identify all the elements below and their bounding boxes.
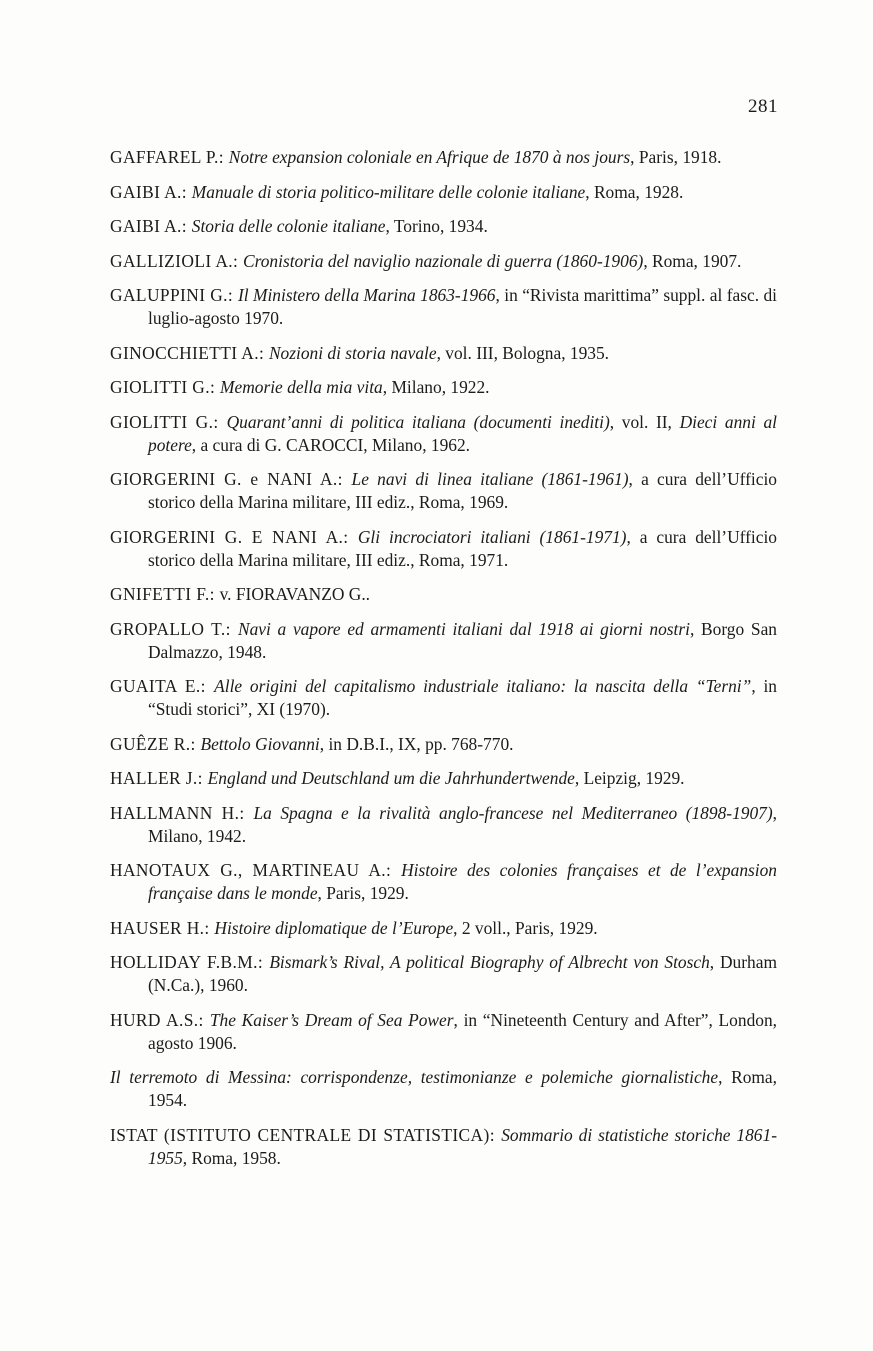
entry-title: Nozioni di storia navale	[268, 342, 437, 363]
entry-author: HANOTAUX G., MARTINEAU A.:	[110, 860, 402, 880]
entry-details: , 2 voll., Paris, 1929.	[453, 917, 598, 938]
entry-author: GIORGERINI G. e NANI A.:	[110, 469, 352, 489]
bibliography-entry	[110, 951, 777, 997]
entry-title: Notre expansion coloniale en Afrique de 1870 à nos jours	[228, 147, 631, 167]
bibliography-entry	[110, 376, 777, 399]
entry-details: , Roma, 1907.	[643, 250, 742, 271]
entry-title: Il terremoto di Messina: corrispondenze, testimonianze e polemiche giornalistiche	[110, 1067, 719, 1087]
entry-title: England und Deutschland um die Jahrhundertwende	[207, 768, 575, 788]
entry-details: , Roma, 1954.	[148, 1067, 778, 1110]
entry-details: , Borgo San Dalmazzo, 1948.	[148, 618, 777, 662]
entry-author: GUAITA E.:	[110, 676, 215, 696]
entry-details: , in D.B.I., IX, pp. 768-770.	[319, 733, 514, 754]
entry-details: , Roma, 1958.	[182, 1147, 281, 1168]
entry-author: GINOCCHIETTI A.:	[110, 342, 269, 363]
bibliography-entry	[110, 733, 777, 756]
entry-details: , a cura dell’Ufficio storico della Marina militare, III ediz., Roma, 1969.	[148, 469, 778, 512]
bibliography-entry	[110, 917, 777, 940]
entry-details: , Durham (N.Ca.), 1960.	[148, 952, 777, 995]
bibliography-entry	[110, 802, 777, 848]
entry-title: Navi a vapore ed armamenti italiani dal 1918 ai giorni nostri	[237, 618, 690, 639]
entry-author: GROPALLO T.:	[110, 618, 238, 639]
entry-details: , Paris, 1918.	[630, 147, 722, 167]
entry-title: Bettolo Giovanni	[200, 733, 320, 754]
bibliography-entry	[110, 583, 777, 606]
entry-author: GUÊZE R.:	[110, 733, 201, 754]
entry-title: Gli incrociatori italiani (1861-1971)	[357, 526, 627, 547]
page-number: 281	[748, 96, 778, 117]
entry-title: Quarant’anni di politica italiana (documenti inediti)	[226, 411, 610, 432]
bibliography-entry	[110, 250, 777, 273]
entry-details: , vol. II,	[609, 411, 680, 432]
entry-author: GIORGERINI G. E NANI A.:	[110, 526, 358, 547]
bibliography-entry	[110, 618, 777, 664]
entry-details: , in “Rivista marittima” suppl. al fasc. di luglio-agosto 1970.	[148, 285, 778, 328]
entry-author: HAUSER H.:	[110, 917, 215, 938]
entry-author: GAIBI A.:	[110, 216, 192, 236]
entry-author: GALLIZIOLI A.:	[110, 250, 244, 271]
entry-details: , Leipzig, 1929.	[574, 768, 685, 788]
entry-author: HALLER J.:	[110, 768, 208, 788]
bibliography-entry	[110, 284, 777, 330]
entry-author: HURD A.S.:	[110, 1009, 210, 1030]
bibliography-entry	[110, 146, 777, 169]
entry-title: Alle origini del capitalismo industriale italiano: la nascita della “Terni”	[214, 676, 752, 696]
bibliography-entry	[110, 1124, 777, 1170]
entry-title: The Kaiser’s Dream of Sea Power	[209, 1009, 454, 1030]
bibliography-entry	[110, 526, 777, 572]
entry-author: HALLMANN H.:	[110, 802, 254, 823]
bibliography-entry	[110, 342, 777, 365]
entry-author: HOLLIDAY F.B.M.:	[110, 952, 270, 972]
entry-title: Il Ministero della Marina 1863-1966	[237, 285, 496, 305]
entry-details: , Torino, 1934.	[385, 216, 488, 236]
entry-details: , a cura di G. CAROCCI, Milano, 1962.	[191, 434, 471, 455]
entry-title: Bismark’s Rival, A political Biography of Albrecht von Stosch	[269, 952, 710, 972]
entry-details: , Milano, 1942.	[148, 802, 777, 846]
entry-author: ISTAT (ISTITUTO CENTRALE DI STATISTICA):	[110, 1124, 502, 1145]
entry-author: GIOLITTI G.:	[110, 411, 227, 432]
bibliography-list	[110, 146, 777, 1181]
bibliography-entry	[110, 675, 777, 721]
entry-author: GALUPPINI G.:	[110, 285, 238, 305]
entry-title: Storia delle colonie italiane	[191, 216, 386, 236]
entry-details: , Paris, 1929.	[317, 883, 409, 903]
bibliography-entry	[110, 1066, 777, 1112]
entry-details: , in “Nineteenth Century and After”, London, agosto 1906.	[148, 1009, 778, 1053]
entry-title: Histoire des colonies françaises et de l’expansion française dans le monde	[148, 860, 777, 903]
entry-title: Manuale di storia politico-militare delle colonie italiane	[191, 181, 586, 202]
bibliography-entry	[110, 859, 777, 905]
entry-details: , Milano, 1922.	[382, 377, 490, 397]
entry-title: Cronistoria del naviglio nazionale di guerra (1860-1906)	[243, 250, 644, 271]
entry-details: , in “Studi storici”, XI (1970).	[148, 676, 777, 719]
entry-title: Sommario di statistiche storiche 1861-1955	[148, 1124, 777, 1168]
bibliography-entry	[110, 411, 777, 457]
bibliography-entry	[110, 215, 777, 238]
entry-title: Le navi di linea italiane (1861-1961)	[351, 469, 629, 489]
entry-title: Histoire diplomatique de l’Europe	[214, 917, 454, 938]
entry-author: GAFFAREL P.:	[110, 147, 229, 167]
bibliography-entry	[110, 181, 777, 204]
entry-title: Dieci anni al potere	[148, 411, 777, 455]
bibliography-entry	[110, 767, 777, 790]
entry-author: GAIBI A.:	[110, 181, 192, 202]
entry-author: GNIFETTI F.:	[110, 584, 220, 604]
bibliography-entry	[110, 1009, 777, 1055]
entry-author: GIOLITTI G.:	[110, 377, 220, 397]
entry-details: , Roma, 1928.	[585, 181, 684, 202]
entry-details: v. FIORAVANZO G..	[219, 584, 371, 604]
entry-details: , a cura dell’Ufficio storico della Marina militare, III ediz., Roma, 1971.	[148, 526, 778, 570]
bibliography-entry	[110, 468, 777, 514]
entry-title: La Spagna e la rivalità anglo-francese nel Mediterraneo (1898-1907)	[253, 802, 773, 823]
entry-details: , vol. III, Bologna, 1935.	[436, 342, 610, 363]
entry-title: Memorie della mia vita	[220, 377, 383, 397]
